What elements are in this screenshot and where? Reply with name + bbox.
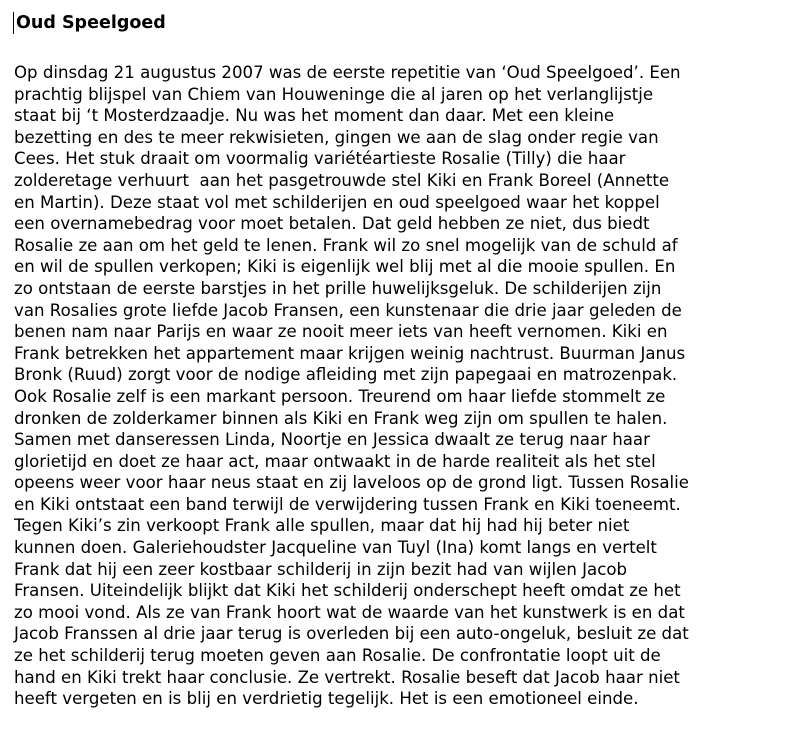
document-body [14,62,789,710]
body-line: dronken de zolderkamer binnen als Kiki en Frank weg zijn om spullen te halen. [14,408,668,428]
body-line: kunnen doen. Galeriehoudster Jacqueline van Tuyl (Ina) komt langs en vertelt [14,538,657,558]
document-title: Oud Speelgoed [16,13,166,33]
body-line: zo ontstaan de eerste barstjes in het prille huwelijksgeluk. De schilderijen zijn [14,278,662,298]
body-line: staat bij ‘t Mosterdzaadje. Nu was het moment dan daar. Met een kleine [14,106,615,126]
body-line: Bronk (Ruud) zorgt voor de nodige afleiding met zijn papegaai en matrozenpak. [14,365,678,385]
body-line: een overnamebedrag voor moet betalen. Dat geld hebben ze niet, dus biedt [14,214,650,234]
document-page[interactable] [14,10,789,710]
body-line: benen nam naar Parijs en waar ze nooit meer iets van heeft vernomen. Kiki en [14,322,668,342]
body-line: van Rosalies grote liefde Jacob Fransen, een kunstenaar die drie jaar geleden de [14,300,682,320]
body-line: ze het schilderij terug moeten geven aan Rosalie. De confrontatie loopt uit de [14,646,661,666]
body-line: en wil de spullen verkopen; Kiki is eigenlijk wel blij met al die mooie spullen. En [14,257,676,277]
body-line: bezetting en des te meer rekwisieten, gingen we aan de slag onder regie van [14,127,659,147]
body-line: Frank dat hij een zeer kostbaar schilderij in zijn bezit had van wijlen Jacob [14,559,628,579]
body-line: Tegen Kiki’s zin verkoopt Frank alle spullen, maar dat hij had hij beter niet [14,516,630,536]
body-line: zolderetage verhuurt aan het pasgetrouwde stel Kiki en Frank Boreel (Annette [14,170,670,190]
body-line: Rosalie ze aan om het geld te lenen. Frank wil zo snel mogelijk van de schuld af [14,235,678,255]
body-line: glorietijd en doet ze haar act, maar ontwaakt in de harde realiteit als het stel [14,451,656,471]
body-line: Jacob Franssen al drie jaar terug is overleden bij een auto-ongeluk, besluit ze dat [14,624,689,644]
body-line: zo mooi vond. Als ze van Frank hoort wat de waarde van het kunstwerk is en dat [14,602,685,622]
body-line: Frank betrekken het appartement maar krijgen weinig nachtrust. Buurman Janus [14,343,686,363]
body-line: Samen met danseressen Linda, Noortje en Jessica dwaalt ze terug naar haar [14,430,650,450]
body-line: prachtig blijspel van Chiem van Houweninge die al jaren op het verlanglijstje [14,84,654,104]
body-line: Cees. Het stuk draait om voormalig variétéartieste Rosalie (Tilly) die haar [14,149,626,169]
body-line: Op dinsdag 21 augustus 2007 was de eerste repetitie van ‘Oud Speelgoed’. Een [14,63,681,82]
body-line: Ook Rosalie zelf is een markant persoon. Treurend om haar liefde stommelt ze [14,386,666,406]
body-line: en Kiki ontstaat een band terwijl de verwijdering tussen Frank en Kiki toeneemt. [14,494,681,514]
body-line: Fransen. Uiteindelijk blijkt dat Kiki het schilderij onderschept heeft omdat ze het [14,581,681,601]
body-line: heeft vergeten en is blij en verdrietig tegelijk. Het is een emotioneel einde. [14,689,639,709]
body-line: hand en Kiki trekt haar conclusie. Ze vertrekt. Rosalie beseft dat Jacob haar niet [14,667,680,687]
body-line: opeens weer voor haar neus staat en zij laveloos op de grond ligt. Tussen Rosalie [14,473,689,493]
body-line: en Martin). Deze staat vol met schilderijen en oud speelgoed waar het koppel [14,192,660,212]
